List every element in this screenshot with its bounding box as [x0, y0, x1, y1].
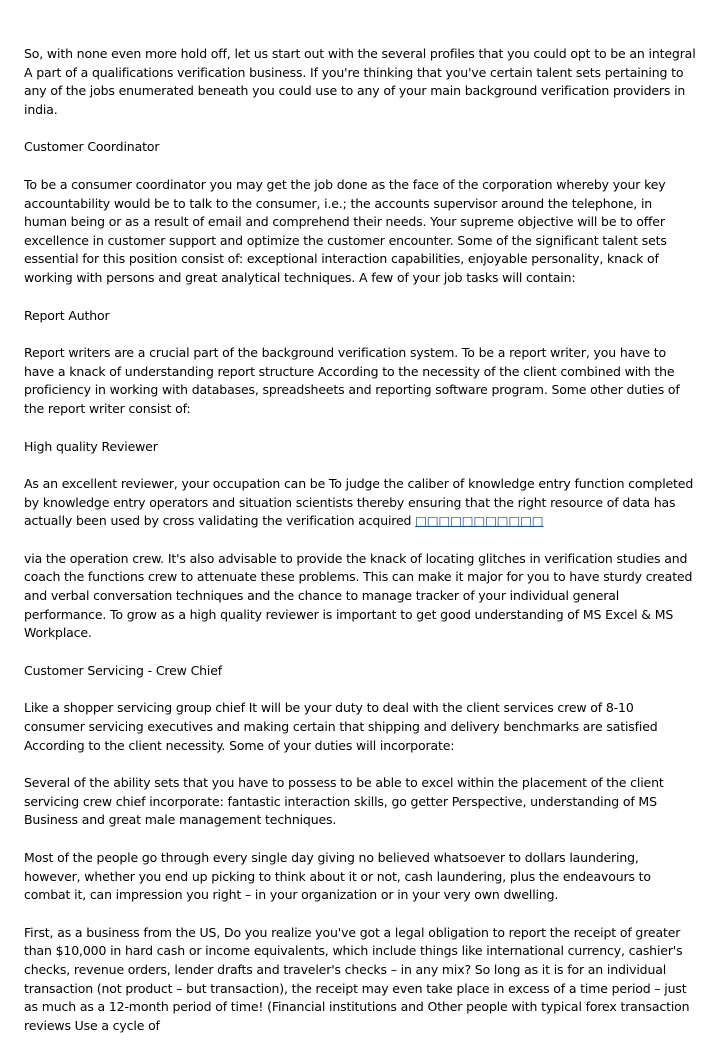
quality-reviewer-paragraph	[24, 475, 696, 531]
legal-obligation-paragraph: First, as a business from the US, Do you realize you've got a legal obligation to report the receipt of greater than $10,000 in hard cash or income equivalents, which include things like international currency, cashier's checks, revenue orders, lender drafts and traveler's checks – in any mix? So long as it is for an individual transaction (not product – but transaction), the receipt may even take place in excess of a time period – just as much as a 12-month period of time! (Financial institutions and Other people with typical forex transaction reviews Use a cycle of	[24, 924, 690, 1033]
inline-link[interactable]: □□□□□□□□□□□	[415, 513, 544, 529]
money-laundering-paragraph: Most of the people go through every single day giving no believed whatsoever to dollars laundering, however, whether you end up picking to think about it or not, cash laundering, plus the endeavours to combat it, can impression you right – in your organization or in your very own dwelling.	[24, 850, 651, 903]
customer-coordinator-paragraph: To be a consumer coordinator you may get the job done as the face of the corporation whereby your key accountability would be to talk to the consumer, i.e.; the accounts supervisor around the telephone, in human being or as a result of email and comprehend their needs. Your supreme objective will be to offer excellence in customer support and optimize the customer encounter. Some of the significant talent sets essential for this position consist of: exceptional interaction capabilities, enjoyable personality, knack of working with persons and great analytical techniques. A few of your job tasks will contain:	[24, 176, 667, 285]
quality-reviewer-text: As an excellent reviewer, your occupation can be To judge the caliber of knowledge entry function completed by knowledge entry operators and situation scientists thereby ensuring that the right resource of data has actually been used by cross validating the verification acquired	[24, 476, 694, 529]
crew-chief-paragraph: Like a shopper servicing group chief It will be your duty to deal with the client services crew of 8-10 consumer servicing executives and making certain that shipping and delivery benchmarks are satisfied According to the client necessity. Some of your duties will incorporate:	[24, 700, 658, 753]
document-body	[24, 45, 696, 1054]
section-heading-quality-reviewer: High quality Reviewer	[24, 438, 158, 454]
section-heading-customer-coordinator: Customer Coordinator	[24, 139, 160, 155]
report-author-paragraph: Report writers are a crucial part of the background verification system. To be a report writer, you have to have a knack of understanding report structure According to the necessity of the client combined with the proficiency in working with databases, spreadsheets and reporting software program. Some other duties of the report writer consist of:	[24, 345, 680, 416]
intro-paragraph: So, with none even more hold off, let us start out with the several profiles that you could opt to be an integral A part of a qualifications verification business. If you're thinking that you've certain talent sets pertaining to any of the jobs enumerated beneath you could use to any of your main background verification providers in india.	[24, 46, 696, 117]
operation-crew-paragraph: via the operation crew. It's also advisable to provide the knack of locating glitches in verification studies and coach the functions crew to attenuate these problems. This can make it major for you to have sturdy created and verbal conversation techniques and the chance to manage tracker of your individual general performance. To grow as a high quality reviewer is important to get good understanding of MS Excel & MS Workplace.	[24, 550, 693, 641]
section-heading-crew-chief: Customer Servicing - Crew Chief	[24, 662, 223, 678]
ability-sets-paragraph: Several of the ability sets that you have to possess to be able to excel within the placement of the client servicing crew chief incorporate: fantastic interaction skills, go getter Perspective, understanding of MS Business and great male management techniques.	[24, 775, 664, 828]
section-heading-report-author: Report Author	[24, 307, 110, 323]
